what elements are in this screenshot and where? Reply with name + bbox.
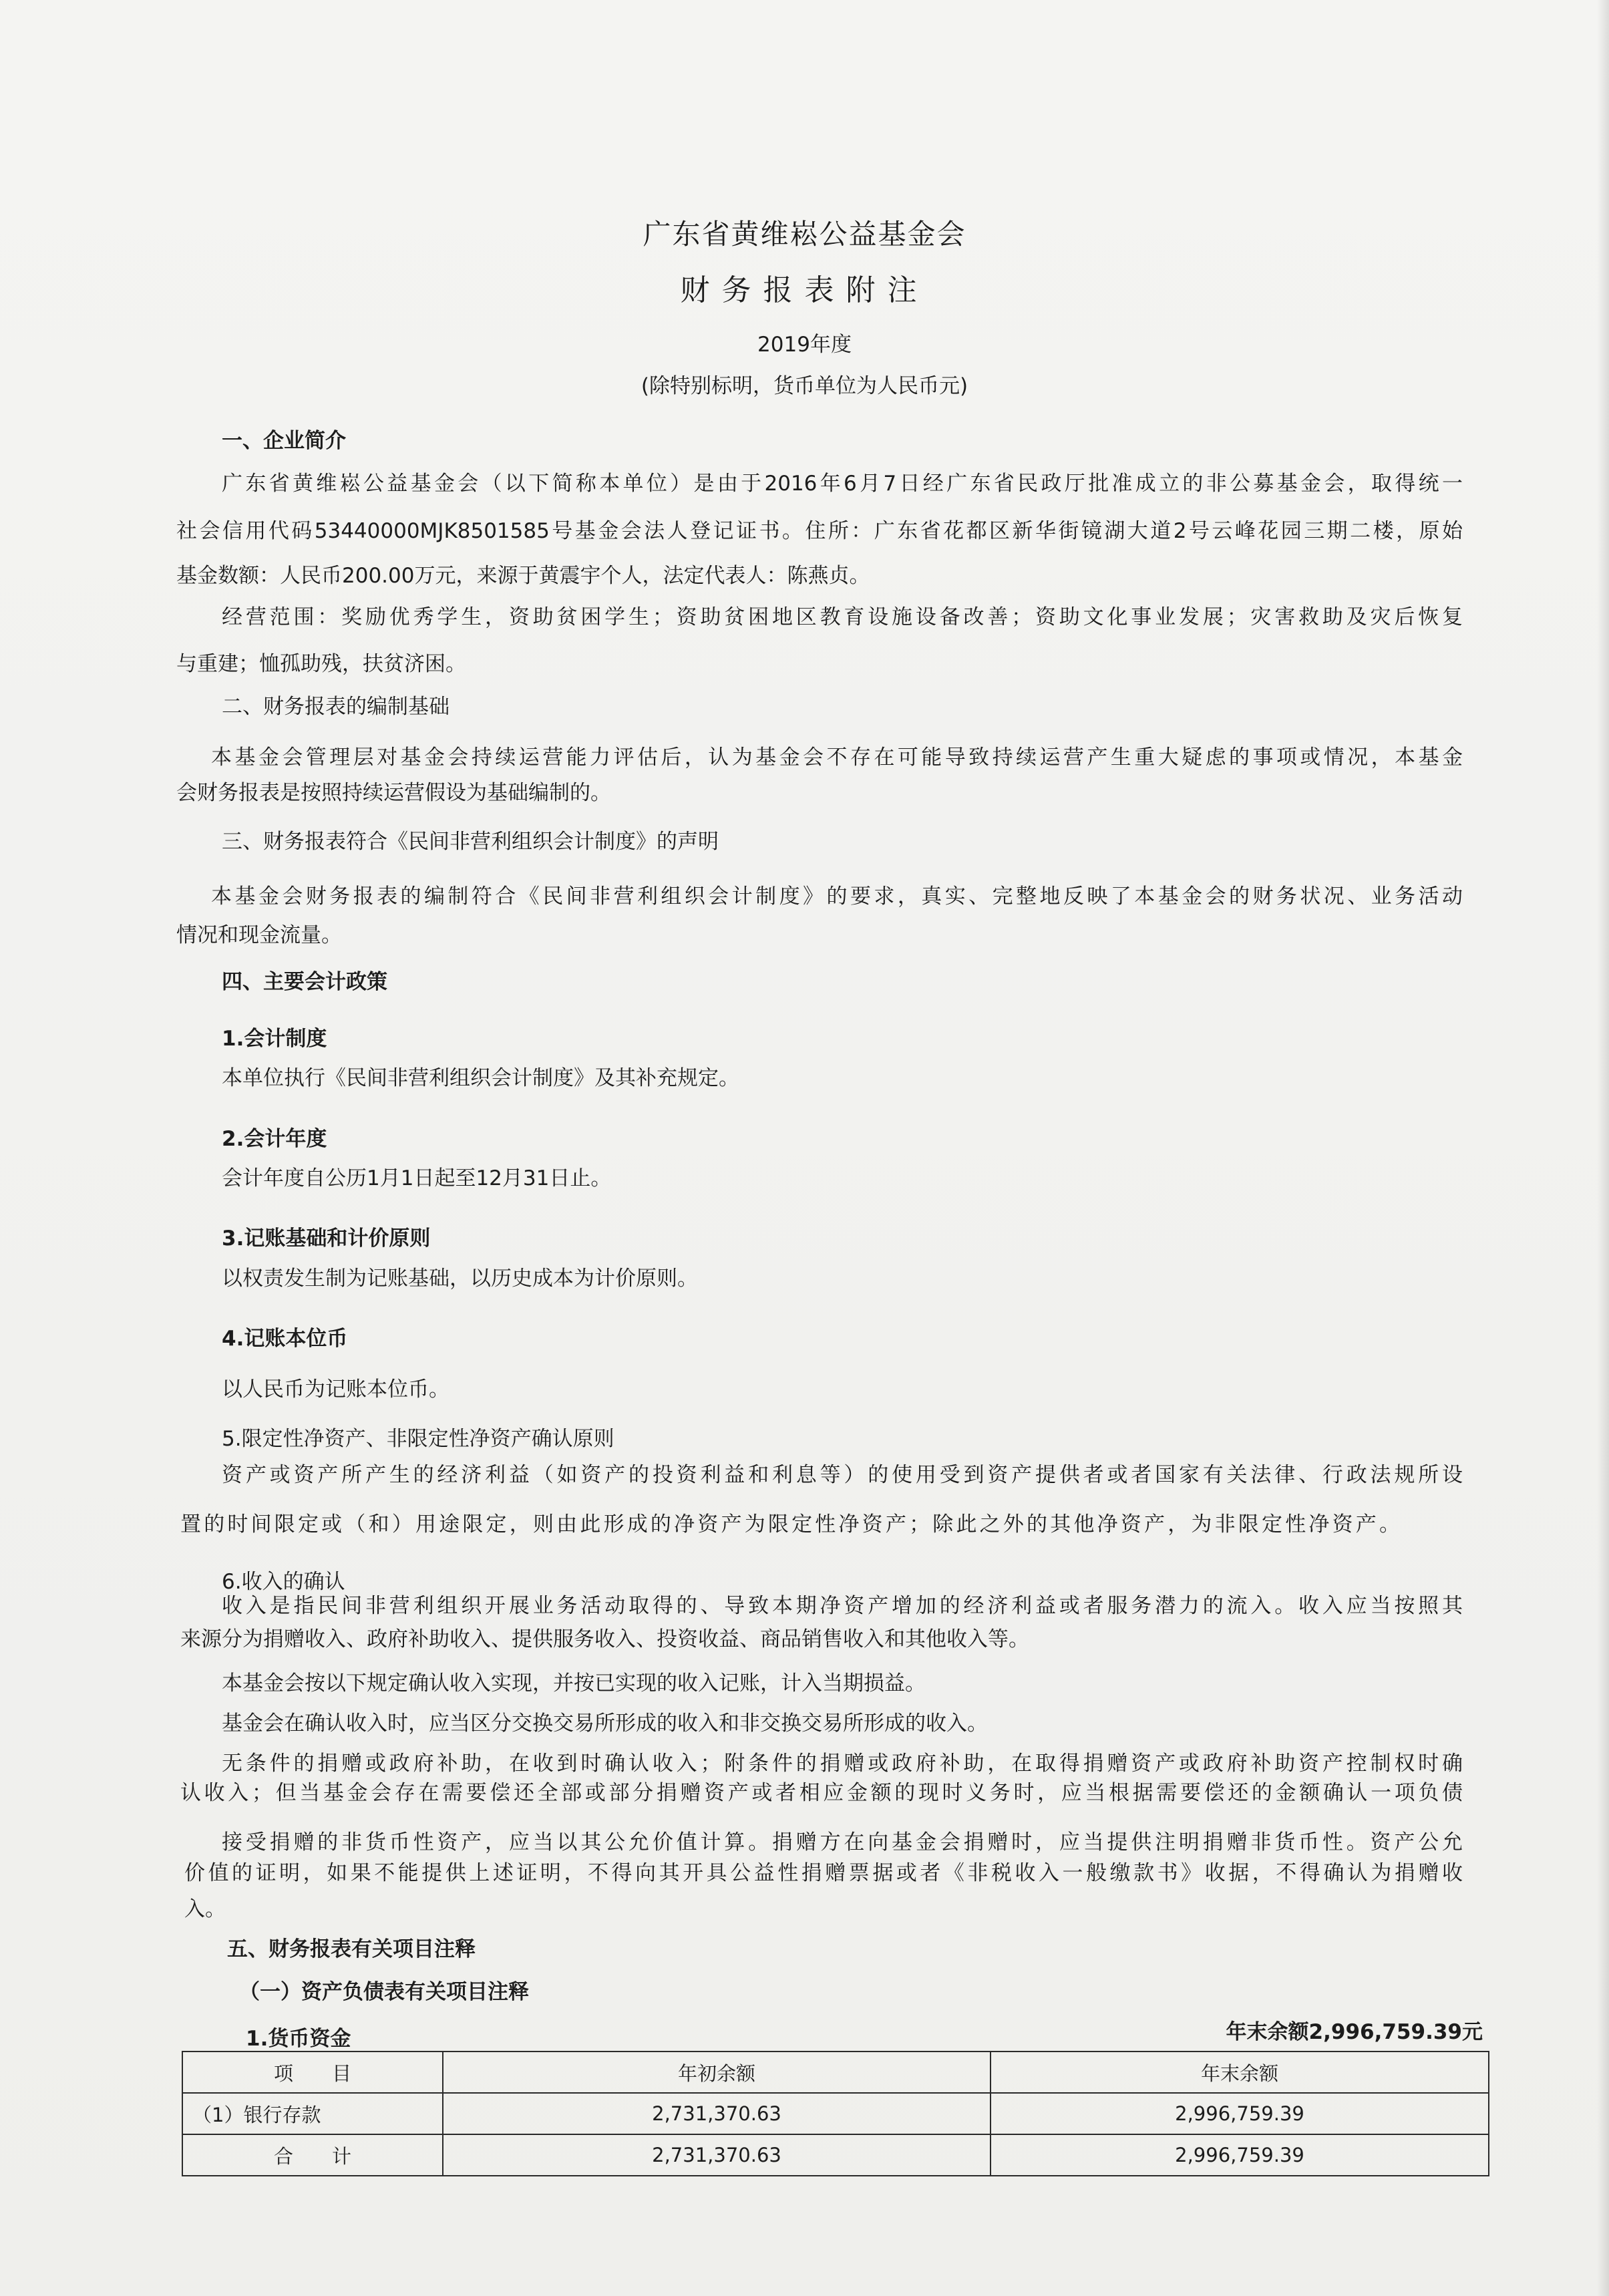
scope-line-1: 经营范围：奖励优秀学生，资助贫困学生；资助贫困地区教育设施设备改善；资助文化事业发展；灾害救助及灾后恢复 (222, 605, 1463, 629)
basis-line-2: 会财务报表是按照持续运营假设为基础编制的。 (176, 781, 611, 805)
revenue-line-4: 基金会在确认收入时，应当区分交换交易所形成的收入和非交换交易所形成的收入。 (222, 1711, 988, 1736)
policy-2-title: 2.会计年度 (222, 1127, 327, 1151)
policy-1-text: 本单位执行《民间非营利组织会计制度》及其补充规定。 (222, 1066, 739, 1090)
row-opening: 2,731,370.63 (443, 2093, 991, 2134)
row-closing: 2,996,759.39 (991, 2093, 1489, 2134)
policy-5-line-1: 资产或资产所产生的经济利益（如资产的投资利益和利息等）的使用受到资产提供者或者国家有关法律、行政法规所设 (222, 1463, 1463, 1487)
cash-item-title: 1.货币资金 (246, 2027, 351, 2051)
table-row (182, 2093, 1489, 2134)
statement-line-1: 本基金会财务报表的编制符合《民间非营利组织会计制度》的要求，真实、完整地反映了本基金会的财务状况、业务活动 (211, 884, 1463, 909)
intro-line-1: 广东省黄维崧公益基金会（以下简称本单位）是由于2016年6月7日经广东省民政厅批准成立的非公募基金会，取得统一 (222, 472, 1463, 496)
section-5-subtitle: （一）资产负债表有关项目注释 (239, 1980, 529, 2004)
revenue-line-5: 无条件的捐赠或政府补助，在收到时确认收入；附条件的捐赠或政府补助，在取得捐赠资产或政府补助资产控制权时确 (222, 1752, 1463, 1776)
header-closing-balance: 年末余额 (991, 2052, 1489, 2093)
section-3-title: 三、财务报表符合《民间非营利组织会计制度》的声明 (222, 830, 719, 854)
table-header-row (182, 2052, 1489, 2093)
revenue-line-3: 本基金会按以下规定确认收入实现，并按已实现的收入记账，计入当期损益。 (222, 1671, 926, 1695)
report-year: 2019年度 (757, 333, 852, 357)
scope-line-2: 与重建；恤孤助残，扶贫济困。 (176, 652, 466, 676)
currency-note: (除特别标明，货币单位为人民币元) (641, 374, 968, 398)
policy-5-line-2: 置的时间限定或（和）用途限定，则由此形成的净资产为限定性净资产；除此之外的其他净资产，为非限定性净资产。 (180, 1512, 1400, 1536)
cash-table (182, 2051, 1489, 2176)
intro-line-3: 基金数额：人民币200.00万元，来源于黄震宇个人，法定代表人：陈燕贞。 (176, 564, 870, 588)
policy-4-title: 4.记账本位币 (222, 1327, 348, 1351)
header-item: 项 目 (182, 2052, 443, 2093)
policy-4-text: 以人民币为记账本位币。 (222, 1377, 450, 1402)
row-label: （1）银行存款 (182, 2093, 443, 2134)
section-5-title: 五、财务报表有关项目注释 (227, 1937, 476, 1961)
statement-line-2: 情况和现金流量。 (176, 923, 342, 947)
section-1-title: 一、企业简介 (222, 429, 346, 453)
section-4-title: 四、主要会计政策 (222, 970, 387, 994)
revenue-line-9: 入。 (184, 1897, 226, 1921)
section-2-title: 二、财务报表的编制基础 (222, 695, 450, 719)
revenue-line-6: 认收入；但当基金会存在需要偿还全部或部分捐赠资产或者相应金额的现时义务时，应当根据需要偿还的金额确认一项负债 (180, 1781, 1463, 1805)
year-end-balance: 年末余额2,996,759.39元 (1226, 2020, 1483, 2044)
policy-3-title: 3.记账基础和计价原则 (222, 1226, 431, 1251)
total-label: 合 计 (182, 2134, 443, 2176)
total-opening: 2,731,370.63 (443, 2134, 991, 2176)
total-closing: 2,996,759.39 (991, 2134, 1489, 2176)
basis-line-1: 本基金会管理层对基金会持续运营能力评估后，认为基金会不存在可能导致持续运营产生重大疑虑的事项或情况，本基金 (211, 746, 1463, 770)
organization-title: 广东省黄维崧公益基金会 (643, 218, 966, 251)
revenue-line-7: 接受捐赠的非货币性资产，应当以其公允价值计算。捐赠方在向基金会捐赠时，应当提供注明捐赠非货币性。资产公允 (222, 1830, 1463, 1854)
document-title: 财务报表附注 (680, 273, 929, 307)
policy-2-text: 会计年度自公历1月1日起至12月31日止。 (222, 1166, 612, 1190)
policy-5-title: 5.限定性净资产、非限定性净资产确认原则 (222, 1427, 614, 1451)
revenue-line-2: 来源分为捐赠收入、政府补助收入、提供服务收入、投资收益、商品销售收入和其他收入等。 (180, 1627, 1029, 1651)
revenue-line-8: 价值的证明，如果不能提供上述证明，不得向其开具公益性捐赠票据或者《非税收入一般缴款书》收据，不得确认为捐赠收 (184, 1861, 1463, 1885)
revenue-line-1: 收入是指民间非营利组织开展业务活动取得的、导致本期净资产增加的经济利益或者服务潜力的流入。收入应当按照其 (222, 1594, 1463, 1618)
policy-1-title: 1.会计制度 (222, 1027, 327, 1051)
policy-3-text: 以权责发生制为记账基础，以历史成本为计价原则。 (222, 1267, 698, 1291)
policy-6-title: 6.收入的确认 (222, 1570, 345, 1594)
header-opening-balance: 年初余额 (443, 2052, 991, 2093)
table-total-row (182, 2134, 1489, 2176)
intro-line-2: 社会信用代码53440000MJK8501585号基金会法人登记证书。住所：广东省花都区新华街镜湖大道2号云峰花园三期二楼，原始 (176, 519, 1463, 543)
